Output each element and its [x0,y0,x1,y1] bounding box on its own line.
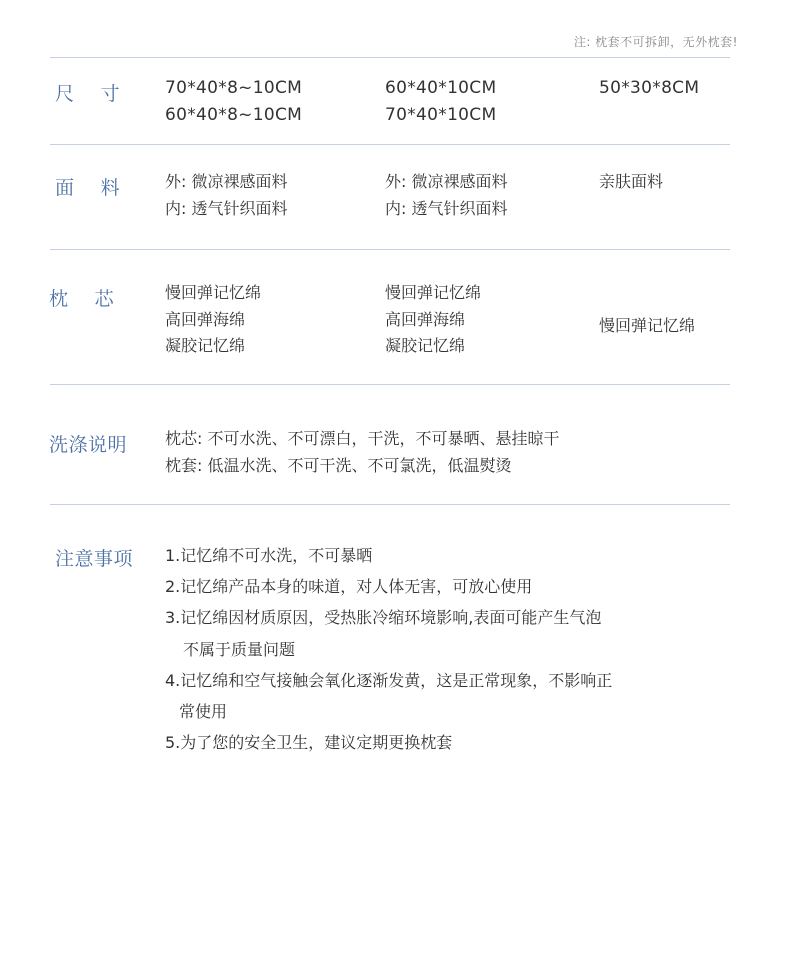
wash-line2: 枕套: 低温水洗、不可干洗、不可氯洗，低温熨烫 [165,455,512,475]
fabric-col2-line1: 外: 微凉裸感面料 [385,172,508,191]
fabric-col3 [599,169,663,196]
divider-1 [50,144,730,145]
size-col3 [599,75,699,102]
size-col2-line1: 60*40*10CM [385,78,497,98]
top-note: 注: 枕套不可拆卸，无外枕套! [573,35,738,49]
core-col3 [599,313,695,340]
notes-line5: 4.记忆绵和空气接触会氧化逐渐发黄，这是正常现象，不影响正 [165,670,613,690]
notes-line7: 5.为了您的安全卫生，建议定期更换枕套 [165,733,453,753]
core-col2 [385,280,481,360]
core-col2-line1: 慢回弹记忆绵 [385,283,482,302]
notes-line3: 3.记忆绵因材质原因，受热胀冷缩环境影响,表面可能产生气泡 [165,608,602,628]
core-col3-line1: 慢回弹记忆绵 [599,316,696,335]
notes-line2: 2.记忆绵产品本身的味道，对人体无害，可放心使用 [165,577,533,597]
notes-line6: 常使用 [179,702,228,722]
divider-4 [50,504,730,505]
size-col3-line1: 50*30*8CM [599,78,700,98]
notes-line4: 不属于质量问题 [183,639,296,659]
fabric-col3-line1: 亲肤面料 [599,172,664,191]
core-label: 枕 芯 [49,288,115,310]
core-col1-line3: 凝胶记忆绵 [165,336,246,355]
divider-2 [50,249,730,250]
notes-label: 注意事项 [55,548,134,570]
notes-content [165,540,612,758]
core-col1-line1: 慢回弹记忆绵 [165,283,262,302]
notes-line1: 1.记忆绵不可水洗，不可暴晒 [165,546,373,565]
size-col2-line2: 70*40*10CM [385,104,497,125]
fabric-col2-line2: 内: 透气针织面料 [385,198,508,218]
size-col1-line2: 60*40*8~10CM [165,104,303,125]
fabric-col1-line2: 内: 透气针织面料 [165,198,288,218]
wash-line1: 枕芯: 不可水洗、不可漂白，干洗，不可暴晒、悬挂晾干 [165,429,560,448]
fabric-col1-line1: 外: 微凉裸感面料 [165,172,288,191]
divider-top [50,57,730,58]
size-col1-line1: 70*40*8~10CM [165,78,303,98]
core-col1 [165,280,261,360]
size-col1 [165,75,302,128]
wash-content [165,426,559,479]
core-col2-line3: 凝胶记忆绵 [385,336,466,355]
size-col2 [385,75,496,128]
core-col1-line2: 高回弹海绵 [165,309,246,329]
fabric-col2 [385,169,507,222]
size-label: 尺 寸 [55,83,121,105]
fabric-label: 面 料 [55,177,121,199]
wash-label: 洗涤说明 [49,434,128,456]
fabric-col1 [165,169,287,222]
divider-3 [50,384,730,385]
core-col2-line2: 高回弹海绵 [385,309,466,329]
